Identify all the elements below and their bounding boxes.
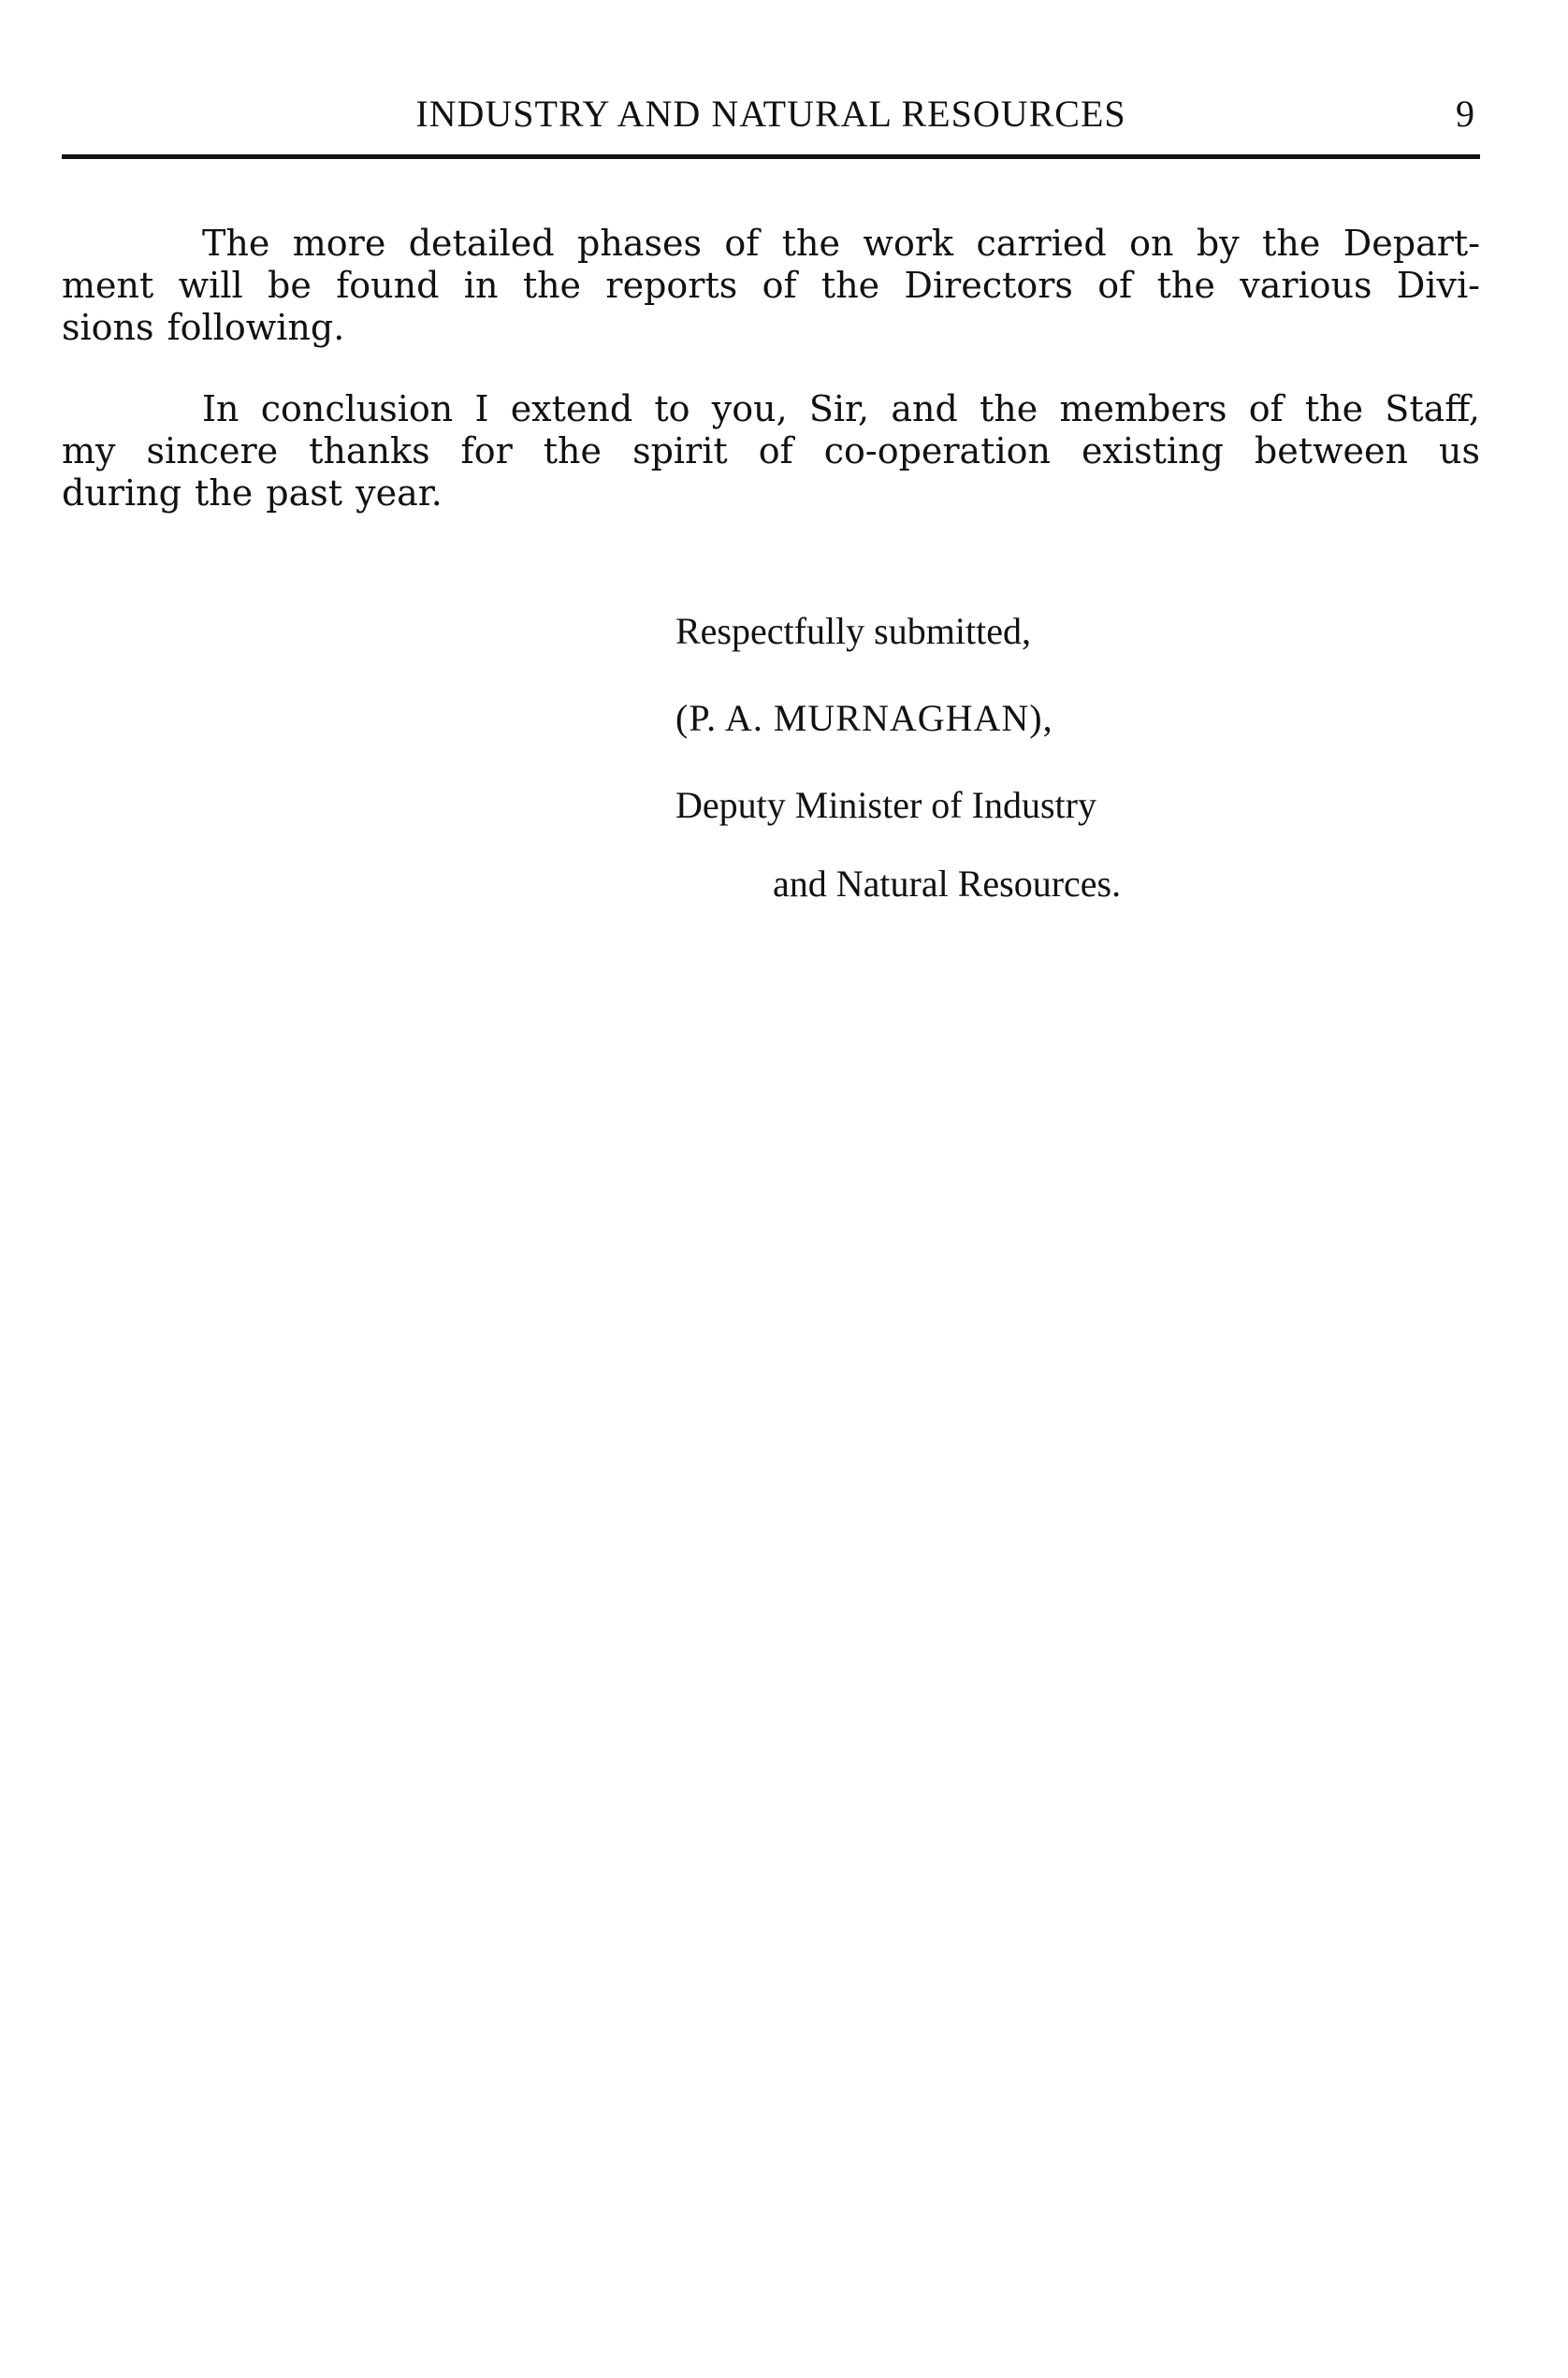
- signature-name: (P. A. MURNAGHAN),: [675, 697, 1053, 739]
- running-title: INDUSTRY AND NATURAL RESOURCES: [415, 93, 1126, 135]
- signature-title: Deputy Minister of Industry: [675, 784, 1096, 826]
- paragraph-line: during the past year.: [62, 472, 443, 514]
- paragraph-line: ment will be found in the reports of the Directors of the various Divi-: [62, 265, 1480, 306]
- paragraph-line: In conclusion I extend to you, Sir, and the members of the Staff,: [202, 388, 1480, 429]
- signature-closing: Respectfully submitted,: [675, 610, 1031, 652]
- paragraph-conclusion: [62, 388, 1480, 515]
- paragraph-work-phases: [62, 223, 1480, 349]
- page-number: 9: [1456, 93, 1474, 135]
- running-head: [62, 86, 1480, 142]
- paragraph-line: sions following.: [62, 307, 345, 348]
- signature-block: [675, 603, 1121, 912]
- signature-title-continued: and Natural Resources.: [773, 863, 1122, 905]
- paragraph-line: my sincere thanks for the spirit of co-operation existing between us: [62, 430, 1480, 471]
- header-rule: [62, 154, 1480, 159]
- paragraph-line: The more detailed phases of the work carried on by the Depart-: [202, 223, 1480, 264]
